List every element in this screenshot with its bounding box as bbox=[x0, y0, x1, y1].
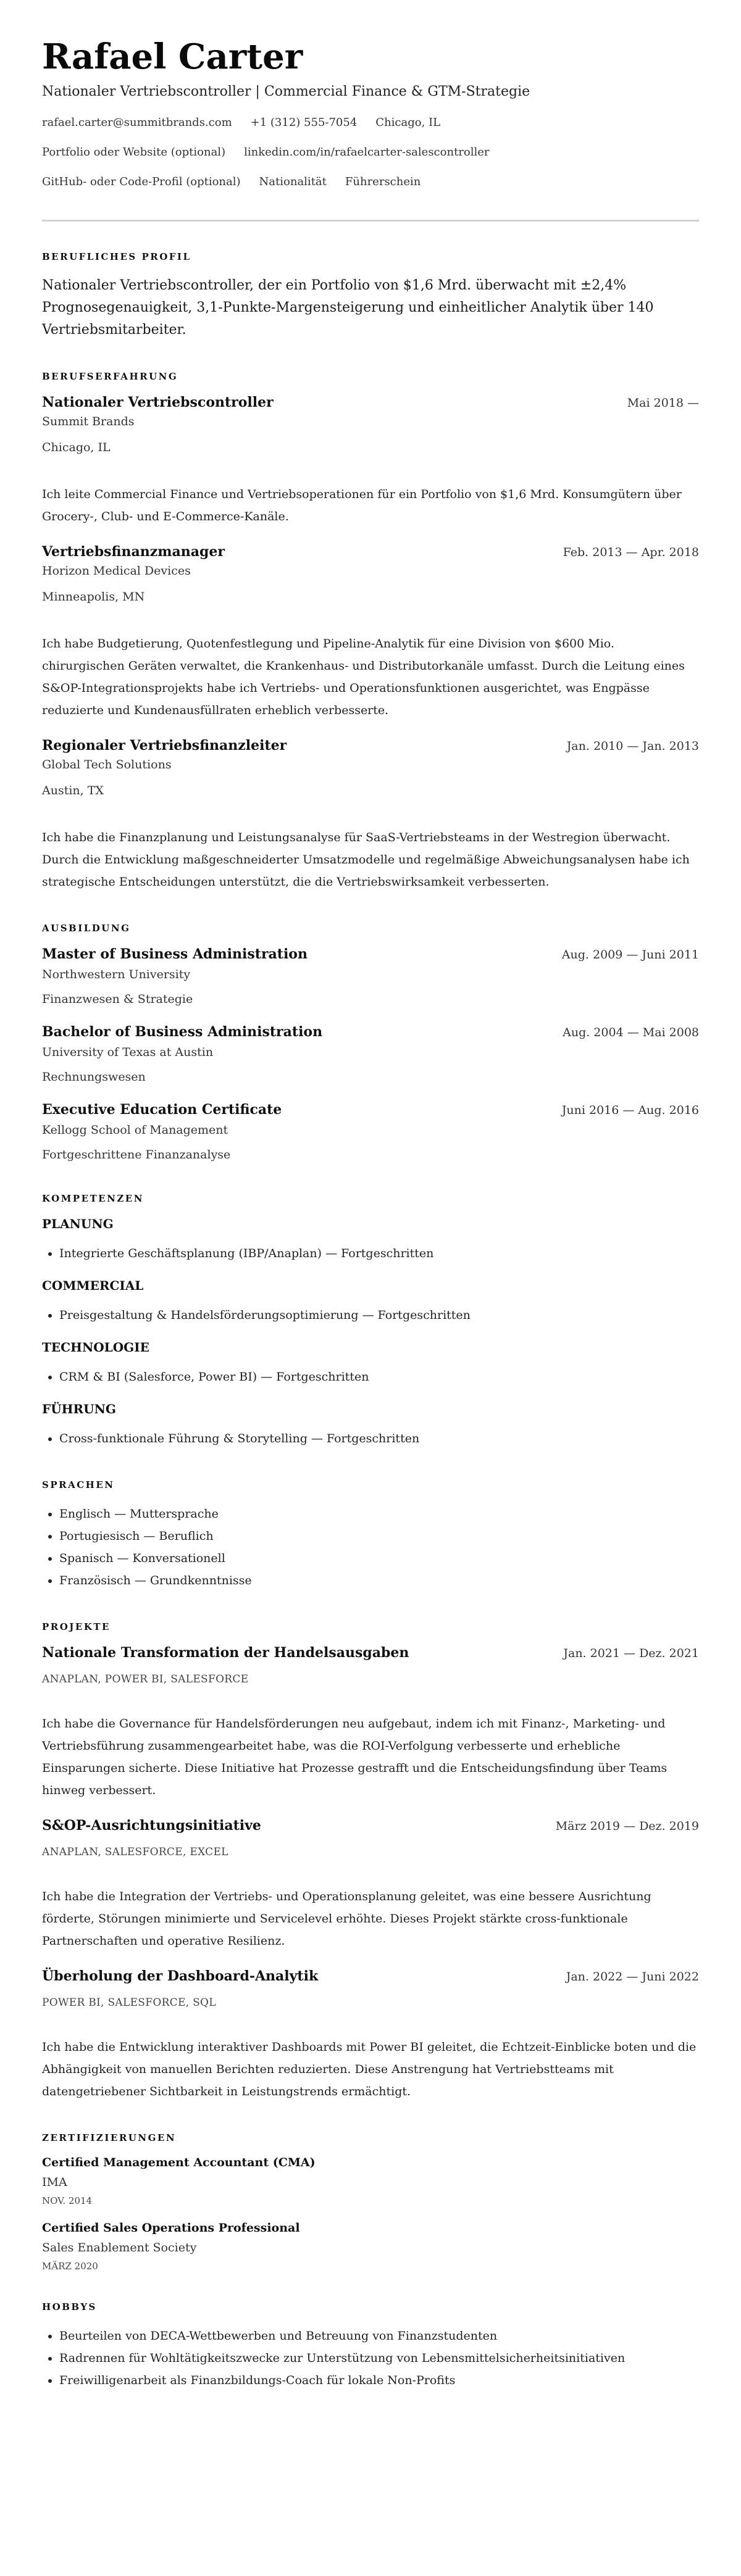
study-field: Fortgeschrittene Finanzanalyse bbox=[42, 1148, 231, 1161]
education-entry bbox=[42, 1102, 699, 1163]
contact-location: Chicago, IL bbox=[375, 116, 441, 129]
project-entry bbox=[42, 1645, 699, 1801]
section-title-profile: BERUFLICHES PROFIL bbox=[42, 251, 191, 262]
education-entry bbox=[42, 1024, 699, 1086]
profile-summary: Nationaler Vertriebscontroller, der ein Portfolio von $1,6 Mrd. überwacht mit ±2,4% Prognosegenauigkeit, 3,1-Punkte-Margensteigerung und einheitlicher Analytik über 140 Vertriebsmitarbeiter. bbox=[42, 278, 654, 338]
skill-category: TECHNOLOGIE bbox=[42, 1340, 149, 1355]
contact-email[interactable]: rafael.carter@summitbrands.com bbox=[42, 116, 232, 129]
language-item: • Spanisch — Konversationell bbox=[59, 1547, 699, 1569]
language-list bbox=[42, 1503, 699, 1592]
certification-name: Certified Management Accountant (CMA) bbox=[42, 2156, 316, 2169]
education-date: Aug. 2004 — Mai 2008 bbox=[563, 1026, 699, 1039]
certification-issuer: Sales Enablement Society bbox=[42, 2241, 197, 2254]
education-date: Aug. 2009 — Juni 2011 bbox=[561, 948, 699, 962]
job-date: Mai 2018 — bbox=[627, 396, 699, 410]
job-date: Feb. 2013 — Apr. 2018 bbox=[563, 546, 699, 559]
experience-entry bbox=[42, 737, 699, 893]
section-hobbies bbox=[42, 2301, 699, 2391]
contact-row-3 bbox=[42, 174, 699, 190]
education-date: Juni 2016 — Aug. 2016 bbox=[561, 1103, 699, 1117]
hobby-item: • Beurteilen von DECA-Wettbewerben und Betreuung von Finanzstudenten bbox=[59, 2325, 699, 2347]
hobby-item: • Radrennen für Wohltätigkeitszwecke zur Unterstützung von Lebensmittelsicherheitsinitiativen bbox=[59, 2347, 699, 2369]
contact-portfolio[interactable]: Portfolio oder Website (optional) bbox=[42, 146, 226, 159]
skill-item: • Cross-funktionale Führung & Storytelling — Fortgeschritten bbox=[59, 1427, 699, 1450]
certification-issuer: IMA bbox=[42, 2175, 67, 2189]
contact-phone[interactable]: +1 (312) 555-7054 bbox=[250, 116, 358, 129]
school-name: University of Texas at Austin bbox=[42, 1045, 214, 1059]
project-description: Ich habe die Entwicklung interaktiver Dashboards mit Power BI geleitet, die Echtzeit-Einblicke boten und die Abhängigkeit von manuellen Berichten reduzierten. Diese Anstrengung hat Vertriebstteams mit datengetriebener Sichtbarkeit in Leistungstrends ermächtigt. bbox=[42, 2040, 697, 2098]
skill-list bbox=[42, 1427, 699, 1450]
job-title: Vertriebsfinanzmanager bbox=[42, 544, 225, 560]
job-company: Summit Brands bbox=[42, 415, 135, 428]
skill-list bbox=[42, 1304, 699, 1326]
contact-drivers-license: Führerschein bbox=[345, 175, 421, 188]
section-title-hobbies: HOBBYS bbox=[42, 2301, 97, 2312]
experience-entry bbox=[42, 544, 699, 721]
experience-entry bbox=[42, 394, 699, 528]
project-tools: POWER BI, SALESFORCE, SQL bbox=[42, 1996, 216, 2009]
job-description: Ich habe die Finanzplanung und Leistungsanalyse für SaaS-Vertriebsteams in der Westregion überwacht. Durch die Entwicklung maßgeschneiderter Umsatzmodelle und regelmäßige Abweichungsanalysen habe ich strategische Entscheidungen unterstützt, die die Vertriebswirksamkeit verbesserten. bbox=[42, 831, 690, 889]
skill-item: • Preisgestaltung & Handelsförderungsoptimierung — Fortgeschritten bbox=[59, 1304, 699, 1326]
contact-row-1 bbox=[42, 115, 699, 131]
skill-list bbox=[42, 1242, 699, 1265]
hobby-list bbox=[42, 2325, 699, 2391]
header-divider bbox=[42, 220, 699, 222]
project-date: Jan. 2021 — Dez. 2021 bbox=[563, 1647, 699, 1660]
project-entry bbox=[42, 1818, 699, 1952]
skill-category: COMMERCIAL bbox=[42, 1278, 144, 1293]
project-name: Überholung der Dashboard-Analytik bbox=[42, 1968, 319, 1984]
section-title-projects: PROJEKTE bbox=[42, 1621, 111, 1632]
language-item: • Englisch — Muttersprache bbox=[59, 1503, 699, 1525]
skill-category: PLANUNG bbox=[42, 1216, 114, 1231]
section-title-education: AUSBILDUNG bbox=[42, 923, 131, 934]
section-projects bbox=[42, 1621, 699, 2103]
section-title-experience: BERUFSERFAHRUNG bbox=[42, 371, 178, 382]
school-name: Kellogg School of Management bbox=[42, 1123, 228, 1137]
project-tools: ANAPLAN, POWER BI, SALESFORCE bbox=[42, 1673, 249, 1685]
candidate-headline: Nationaler Vertriebscontroller | Commercial Finance & GTM-Strategie bbox=[42, 84, 530, 99]
section-title-skills: KOMPETENZEN bbox=[42, 1193, 144, 1204]
skill-category: FÜHRUNG bbox=[42, 1402, 116, 1416]
section-title-certifications: ZERTIFIZIERUNGEN bbox=[42, 2132, 177, 2143]
section-languages bbox=[42, 1479, 699, 1592]
contact-github[interactable]: GitHub- oder Code-Profil (optional) bbox=[42, 175, 241, 188]
job-title: Regionaler Vertriebsfinanzleiter bbox=[42, 737, 287, 754]
section-title-languages: SPRACHEN bbox=[42, 1479, 115, 1490]
job-location: Chicago, IL bbox=[42, 441, 111, 454]
contact-linkedin[interactable]: linkedin.com/in/rafaelcarter-salescontroller bbox=[244, 146, 490, 159]
section-certifications bbox=[42, 2132, 699, 2272]
project-description: Ich habe die Governance für Handelsförderungen neu aufgebaut, indem ich mit Finanz-, Marketing- und Vertriebsführung zusammengearbeitet habe, was die ROI-Verfolgung verbesserte und erhebliche Einsparungen sicherte. Diese Initiative hat Prozesse gestrafft und die Entscheidungsfindung über Teams hinweg verbessert. bbox=[42, 1717, 668, 1797]
project-tools: ANAPLAN, SALESFORCE, EXCEL bbox=[42, 1846, 228, 1858]
degree-title: Executive Education Certificate bbox=[42, 1102, 282, 1118]
education-entry bbox=[42, 946, 699, 1008]
project-date: Jan. 2022 — Juni 2022 bbox=[566, 1970, 699, 1984]
school-name: Northwestern University bbox=[42, 968, 191, 981]
certification-entry bbox=[42, 2221, 699, 2272]
certification-entry bbox=[42, 2156, 699, 2206]
contact-row-2 bbox=[42, 144, 699, 160]
degree-title: Master of Business Administration bbox=[42, 946, 308, 962]
section-skills bbox=[42, 1193, 699, 1450]
section-experience bbox=[42, 371, 699, 893]
skill-item: • CRM & BI (Salesforce, Power BI) — Fortgeschritten bbox=[59, 1366, 699, 1388]
language-item: • Französisch — Grundkenntnisse bbox=[59, 1569, 699, 1592]
job-date: Jan. 2010 — Jan. 2013 bbox=[566, 739, 699, 753]
certification-date: MÄRZ 2020 bbox=[42, 2261, 98, 2272]
certification-date: NOV. 2014 bbox=[42, 2195, 93, 2206]
job-description: Ich habe Budgetierung, Quotenfestlegung und Pipeline-Analytik für eine Division von $600 Mio. chirurgischen Geräten verwaltet, die Krankenhaus- und Distributorkanäle umfasst. Durch die Leitung eines S&OP-Integrationsprojekts habe ich Vertriebs- und Operationsfunktionen ausgerichtet, was Engpässe reduzierte und Kundenausfüllraten erheblich verbesserte. bbox=[42, 637, 685, 717]
candidate-name: Rafael Carter bbox=[42, 36, 303, 77]
project-name: S&OP-Ausrichtungsinitiative bbox=[42, 1818, 261, 1834]
project-date: März 2019 — Dez. 2019 bbox=[555, 1819, 699, 1833]
section-education bbox=[42, 923, 699, 1163]
certification-name: Certified Sales Operations Professional bbox=[42, 2221, 300, 2235]
project-description: Ich habe die Integration der Vertriebs- und Operationsplanung geleitet, was eine bessere Ausrichtung förderte, Störungen minimierte und Servicelevel erhöhte. Dieses Projekt stärkte cross-funktionale Partnerschaften und operative Resilienz. bbox=[42, 1890, 651, 1948]
job-company: Horizon Medical Devices bbox=[42, 564, 191, 578]
job-location: Minneapolis, MN bbox=[42, 590, 145, 604]
job-company: Global Tech Solutions bbox=[42, 758, 172, 771]
degree-title: Bachelor of Business Administration bbox=[42, 1024, 323, 1040]
language-item: • Portugiesisch — Beruflich bbox=[59, 1525, 699, 1547]
job-title: Nationaler Vertriebscontroller bbox=[42, 394, 274, 410]
section-profile bbox=[42, 251, 699, 341]
contact-nationality: Nationalität bbox=[259, 175, 327, 188]
hobby-item: • Freiwilligenarbeit als Finanzbildungs-Coach für lokale Non-Profits bbox=[59, 2369, 699, 2391]
skill-list bbox=[42, 1366, 699, 1388]
study-field: Finanzwesen & Strategie bbox=[42, 992, 193, 1006]
study-field: Rechnungswesen bbox=[42, 1070, 146, 1084]
job-description: Ich leite Commercial Finance und Vertriebsoperationen für ein Portfolio von $1,6 Mrd. Konsumgütern über Grocery-, Club- und E-Commerce-Kanäle. bbox=[42, 488, 682, 523]
project-name: Nationale Transformation der Handelsausgaben bbox=[42, 1645, 409, 1661]
project-entry bbox=[42, 1968, 699, 2103]
skill-item: • Integrierte Geschäftsplanung (IBP/Anaplan) — Fortgeschritten bbox=[59, 1242, 699, 1265]
resume-header bbox=[42, 37, 699, 190]
job-location: Austin, TX bbox=[42, 784, 104, 797]
